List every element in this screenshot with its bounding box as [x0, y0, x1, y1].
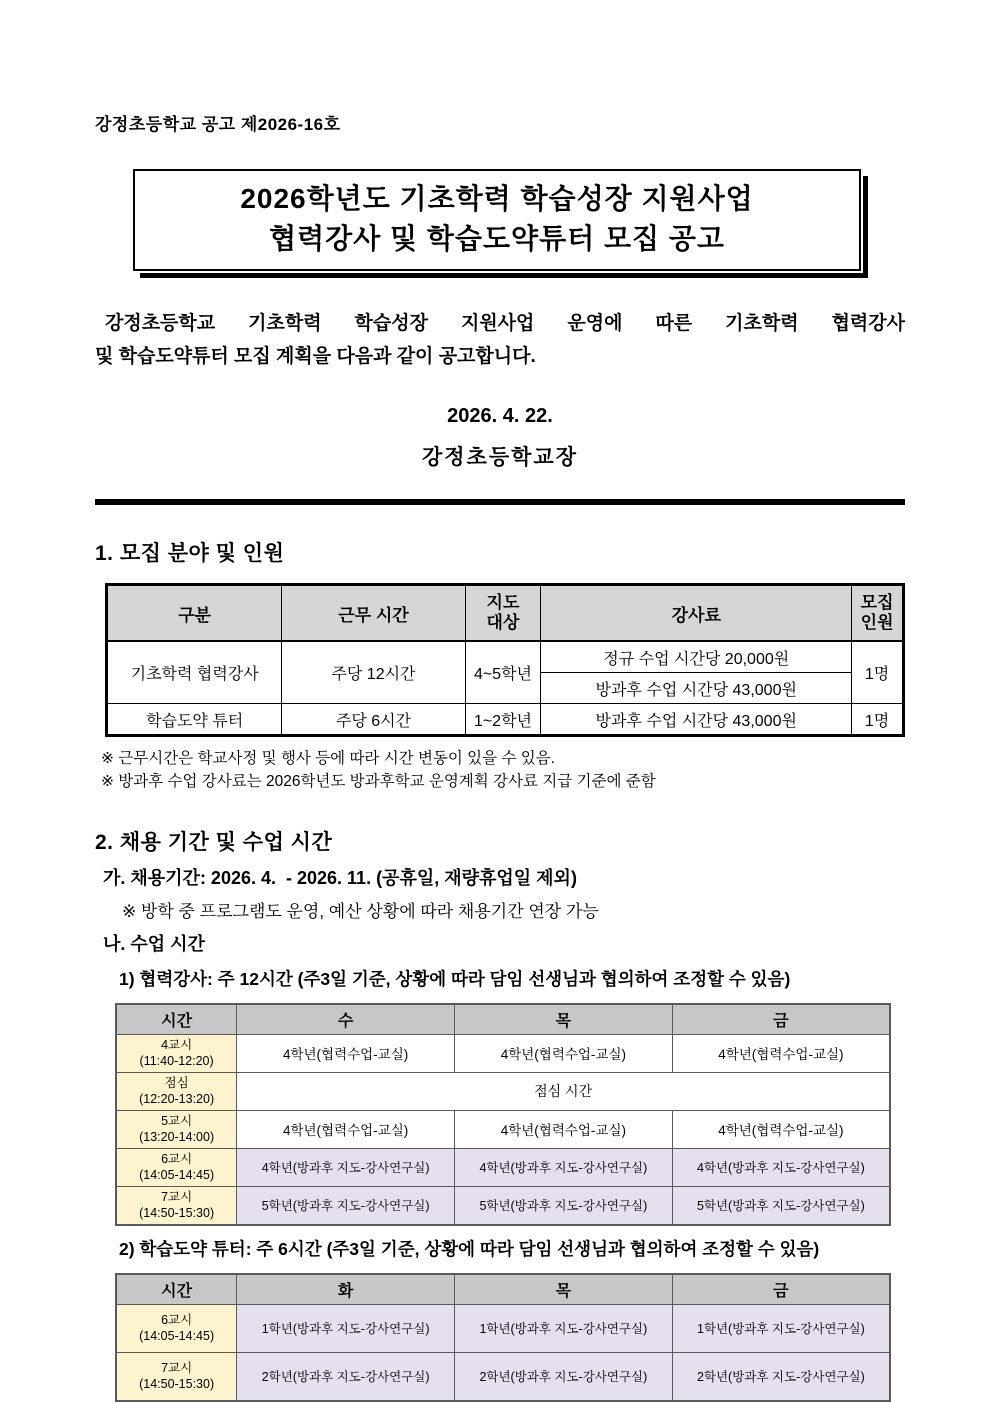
schedule1-header-time: 시간 — [116, 1004, 237, 1035]
schedule-cell: 4학년(협력수업-교실) — [672, 1110, 890, 1148]
schedule-cell-afterschool: 2학년(방과후 지도-강사연구실) — [237, 1352, 455, 1401]
class-hours-heading: 나. 수업 시간 — [103, 933, 205, 954]
schedule1-header-day3: 금 — [672, 1004, 890, 1035]
schedule1-heading: 1) 협력강사: 주 12시간 (주3일 기준, 상황에 따라 담임 선생님과 협의하여 조정할 수 있음) — [119, 968, 791, 989]
schedule1-row-period4 — [116, 1034, 890, 1072]
period4-time-cell — [116, 1034, 237, 1072]
intro-line-1: 강정초등학교 기초학력 학습성장 지원사업 운영에 따른 기초학력 협력강사 — [105, 312, 905, 334]
table-notes — [101, 747, 905, 794]
schedule-cell: 4학년(협력수업-교실) — [672, 1034, 890, 1072]
period6-label: 6교시 — [161, 1151, 193, 1166]
title-box — [133, 169, 861, 271]
schedule2-header-row — [116, 1274, 890, 1305]
schedule-cell: 4학년(협력수업-교실) — [454, 1110, 672, 1148]
schedule1-header-row — [116, 1004, 890, 1035]
col-header-count-line2: 인원 — [860, 613, 894, 632]
employment-period: 가. 채용기간: 2026. 4. - 2026. 11. (공휴일, 재량휴업일 제외) — [103, 867, 577, 888]
intro-paragraph — [95, 307, 905, 374]
schedule2-header-day3: 금 — [672, 1274, 890, 1305]
col-header-count — [852, 585, 904, 642]
intro-line-2: 및 학습도약튜터 모집 계획을 다음과 같이 공고합니다. — [95, 345, 536, 367]
schedule1-row-period7 — [116, 1186, 890, 1225]
schedule-cell-afterschool: 1학년(방과후 지도-강사연구실) — [237, 1304, 455, 1352]
period4-hours: (11:40-12:20) — [139, 1054, 214, 1068]
tutor-period7-time-cell — [116, 1352, 237, 1401]
tutor-period6-time-cell — [116, 1304, 237, 1352]
schedule2-heading: 2) 학습도약 튜터: 주 6시간 (주3일 기준, 상황에 따라 담임 선생님과 협의하여 조정할 수 있음) — [119, 1238, 820, 1259]
tutor-target: 1~2학년 — [465, 704, 541, 736]
recruitment-table — [105, 583, 905, 737]
schedule-cell-afterschool: 5학년(방과후 지도-강사연구실) — [454, 1186, 672, 1225]
tutor-fee: 방과후 수업 시간당 43,000원 — [541, 704, 852, 736]
schedule-cell: 4학년(협력수업-교실) — [237, 1110, 455, 1148]
schedule2-row-period7 — [116, 1352, 890, 1401]
instructor-fee-after: 방과후 수업 시간당 43,000원 — [541, 673, 852, 704]
instructor-hours: 주당 12시간 — [282, 641, 465, 704]
schedule-cell-afterschool: 2학년(방과후 지도-강사연구실) — [672, 1352, 890, 1401]
schedule-cell-afterschool: 2학년(방과후 지도-강사연구실) — [454, 1352, 672, 1401]
lunch-label: 점심 — [164, 1075, 189, 1090]
schedule-cell-afterschool: 1학년(방과후 지도-강사연구실) — [454, 1304, 672, 1352]
tutor-category: 학습도약 튜터 — [107, 704, 282, 736]
schedule-cell-afterschool: 4학년(방과후 지도-강사연구실) — [237, 1148, 455, 1186]
instructor-category: 기초학력 협력강사 — [107, 641, 282, 704]
tutor-period6-label: 6교시 — [161, 1312, 193, 1327]
announcement-date: 2026. 4. 22. — [447, 405, 553, 427]
period6-hours: (14:05-14:45) — [139, 1168, 215, 1182]
notice-number: 강정초등학교 공고 제2026-16호 — [95, 115, 341, 134]
col-header-fee: 강사료 — [541, 585, 852, 642]
schedule-cell-afterschool: 1학년(방과후 지도-강사연구실) — [672, 1304, 890, 1352]
col-header-target-line2: 대상 — [486, 613, 520, 632]
instructor-target: 4~5학년 — [465, 641, 541, 704]
period7-label: 7교시 — [161, 1189, 193, 1204]
col-header-category: 구분 — [107, 585, 282, 642]
schedule1-row-lunch — [116, 1072, 890, 1110]
section1-heading: 1. 모집 분야 및 인원 — [95, 542, 285, 565]
title-line-1: 2026학년도 기초학력 학습성장 지원사업 — [240, 183, 754, 214]
schedule1-row-period6 — [116, 1148, 890, 1186]
table-row-tutor — [107, 704, 904, 736]
schedule2-header-day1: 화 — [237, 1274, 455, 1305]
note-1: ※ 근무시간은 학교사정 및 행사 등에 따라 시간 변동이 있을 수 있음. — [101, 750, 555, 767]
lunch-hours: (12:20-13:20) — [139, 1092, 215, 1106]
tutor-count: 1명 — [852, 704, 904, 736]
schedule-cell-afterschool: 4학년(방과후 지도-강사연구실) — [454, 1148, 672, 1186]
schedule1-row-period5 — [116, 1110, 890, 1148]
table-row-instructor — [107, 641, 904, 673]
employment-period-note: ※ 방학 중 프로그램도 운영, 예산 상황에 따라 채용기간 연장 가능 — [122, 901, 599, 921]
period5-time-cell — [116, 1110, 237, 1148]
note-2: ※ 방과후 수업 강사료는 2026학년도 방과후학교 운영계획 강사료 지급 기준에 준함 — [101, 773, 656, 791]
period7-hours: (14:50-15:30) — [139, 1206, 215, 1220]
tutor-period6-hours: (14:05-14:45) — [139, 1329, 215, 1343]
col-header-target — [465, 585, 541, 642]
instructor-count: 1명 — [852, 641, 904, 704]
period4-label: 4교시 — [161, 1037, 193, 1052]
signer: 강정초등학교장 — [421, 446, 578, 469]
instructor-fee-regular: 정규 수업 시간당 20,000원 — [541, 641, 852, 673]
tutor-period7-label: 7교시 — [161, 1360, 193, 1375]
schedule-cell-afterschool: 4학년(방과후 지도-강사연구실) — [672, 1148, 890, 1186]
period5-label: 5교시 — [161, 1113, 193, 1128]
period7-time-cell — [116, 1186, 237, 1225]
schedule-cell-afterschool: 5학년(방과후 지도-강사연구실) — [237, 1186, 455, 1225]
title-line-2: 협력강사 및 학습도약튜터 모집 공고 — [269, 222, 725, 254]
schedule1-header-day2: 목 — [454, 1004, 672, 1035]
schedule-cell: 4학년(협력수업-교실) — [237, 1034, 455, 1072]
section2-heading: 2. 채용 기간 및 수업 시간 — [95, 830, 333, 854]
instructor-schedule-table — [115, 1003, 891, 1226]
recruitment-header-row — [107, 585, 904, 642]
period5-hours: (13:20-14:00) — [139, 1130, 215, 1144]
lunch-merged-cell: 점심 시간 — [237, 1072, 890, 1110]
schedule2-header-time: 시간 — [116, 1274, 237, 1305]
col-header-count-line1: 모집 — [860, 593, 894, 613]
section-divider — [95, 499, 905, 505]
schedule2-row-period6 — [116, 1304, 890, 1352]
schedule-cell-afterschool: 5학년(방과후 지도-강사연구실) — [672, 1186, 890, 1225]
tutor-period7-hours: (14:50-15:30) — [139, 1377, 215, 1391]
period6-time-cell — [116, 1148, 237, 1186]
tutor-hours: 주당 6시간 — [282, 704, 465, 736]
schedule2-header-day2: 목 — [454, 1274, 672, 1305]
lunch-time-cell — [116, 1072, 237, 1110]
schedule1-header-day1: 수 — [237, 1004, 455, 1035]
col-header-hours: 근무 시간 — [282, 585, 465, 642]
schedule-cell: 4학년(협력수업-교실) — [454, 1034, 672, 1072]
tutor-schedule-table — [115, 1273, 891, 1402]
col-header-target-line1: 지도 — [486, 593, 520, 613]
